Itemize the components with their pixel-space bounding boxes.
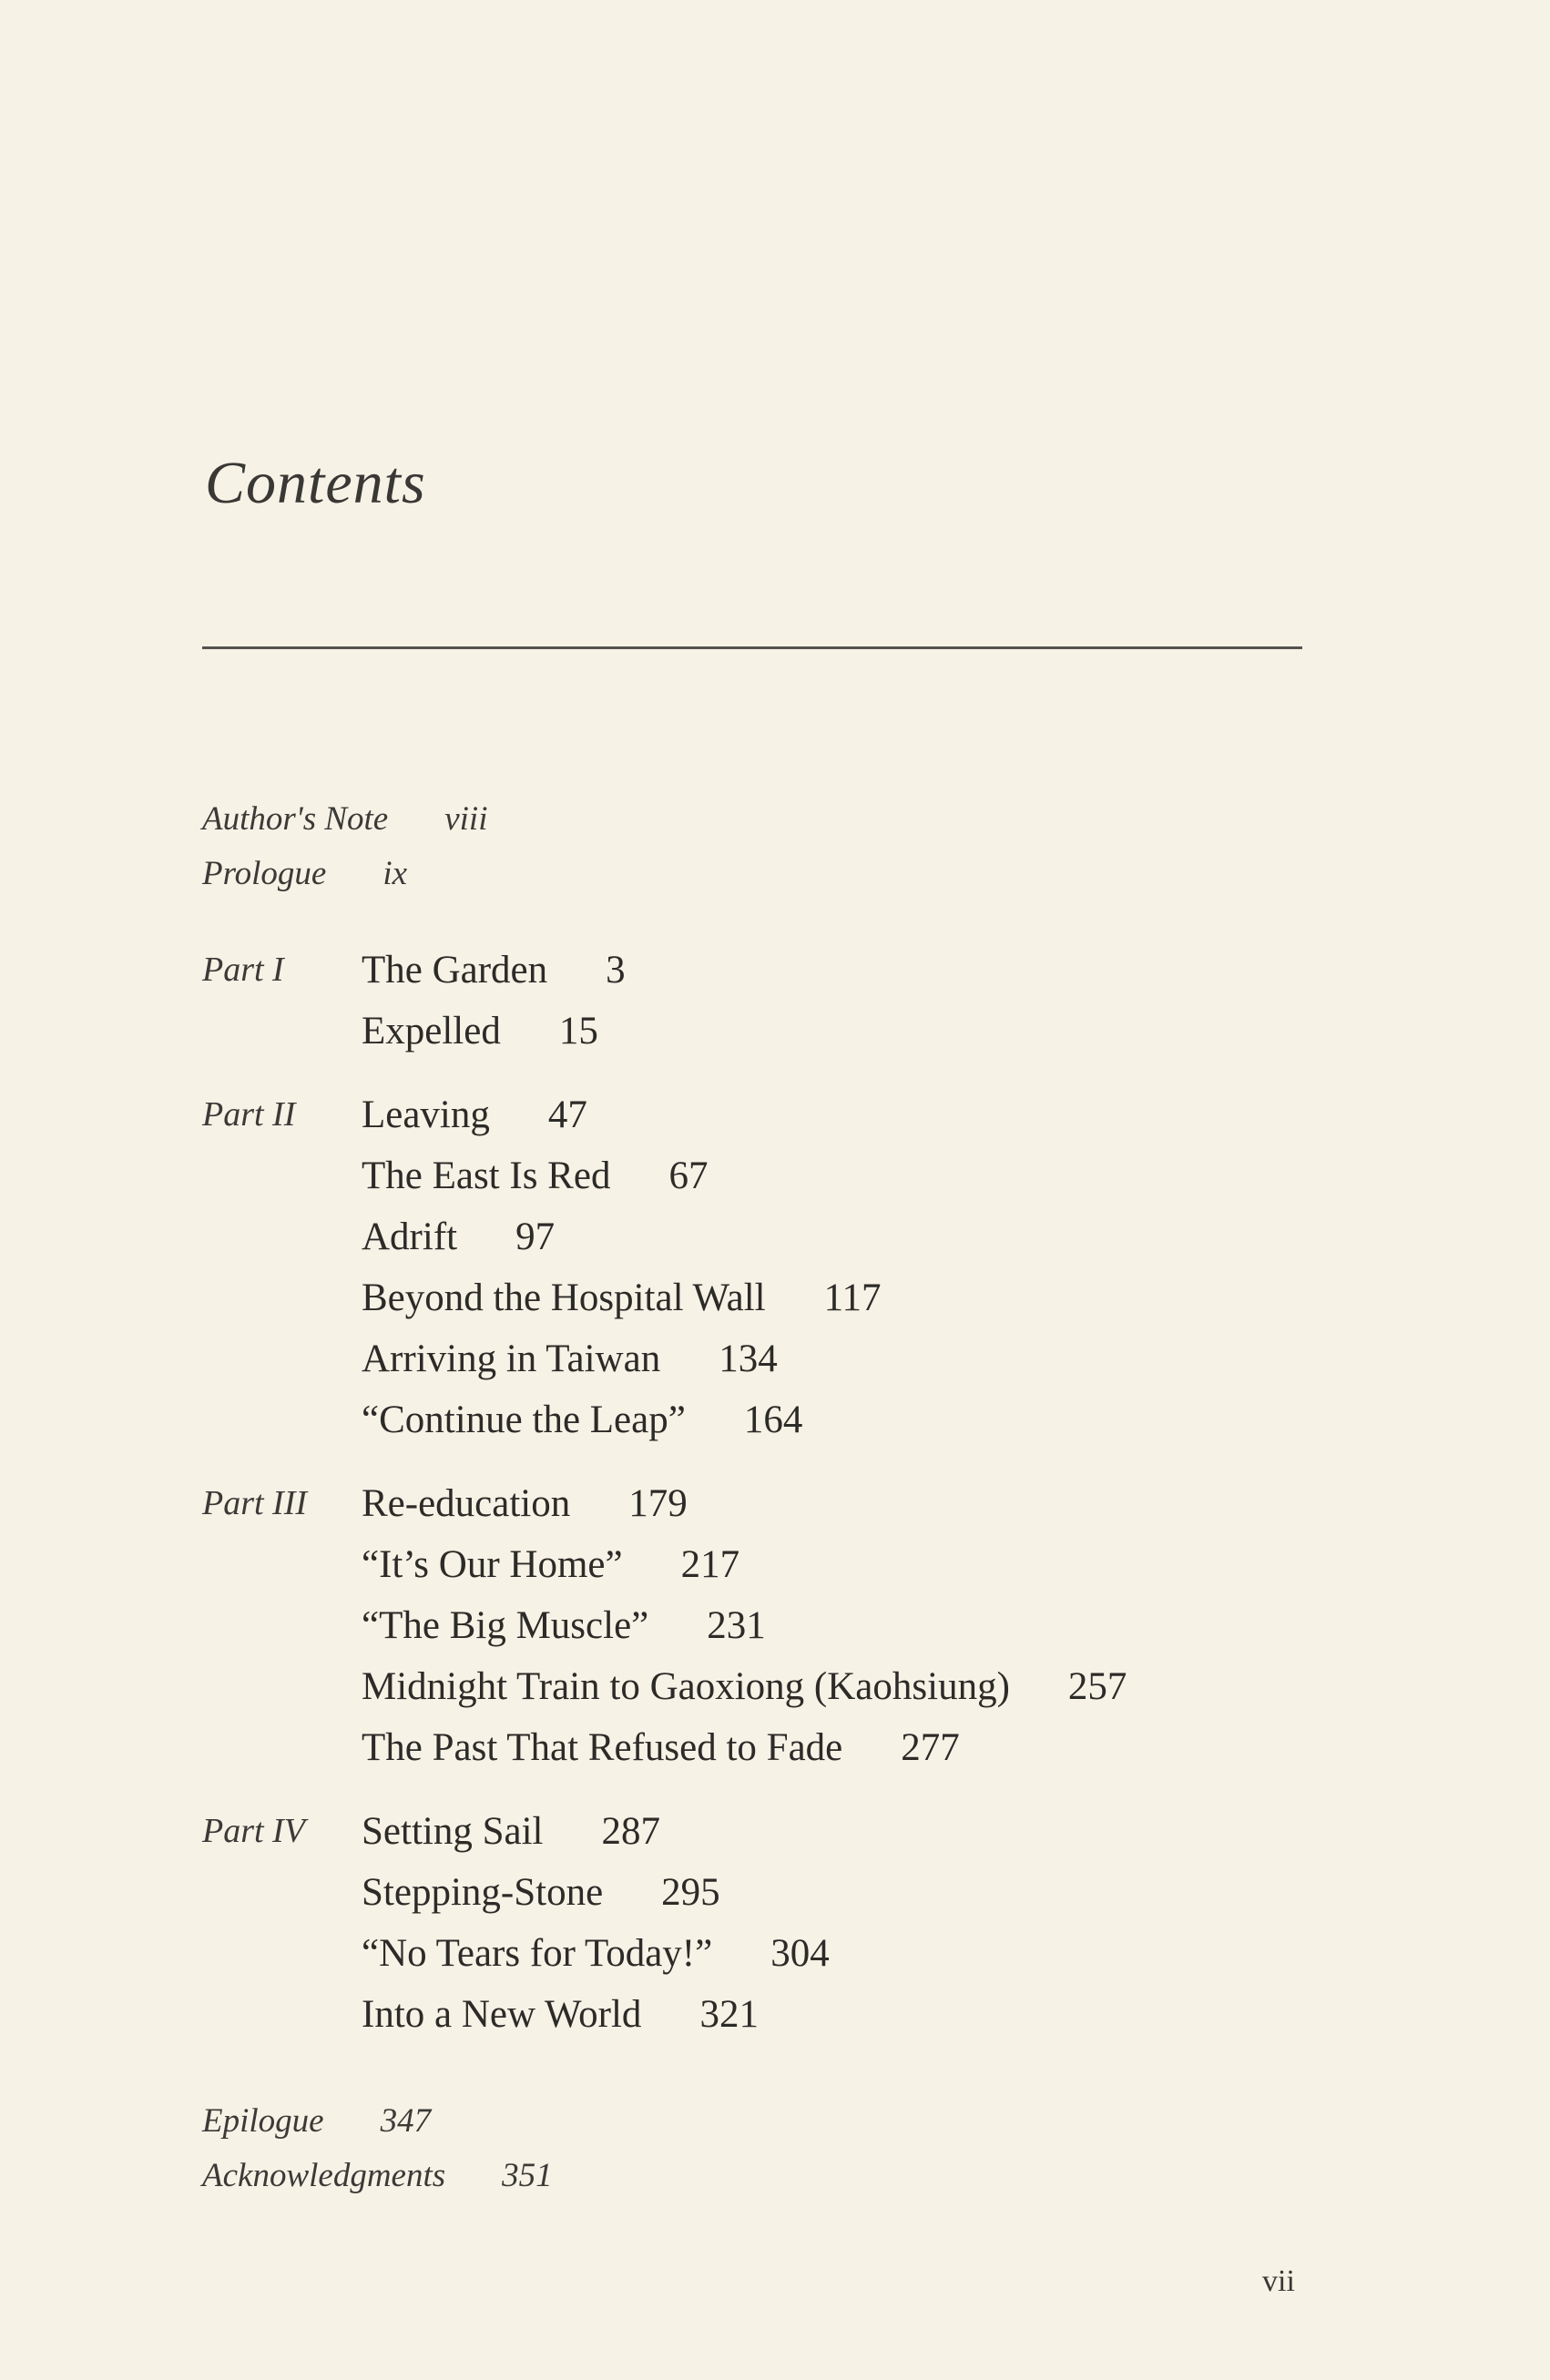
chapter-title: Arriving in Taiwan xyxy=(362,1337,661,1380)
chapter-entry xyxy=(362,1389,882,1450)
chapter-entry xyxy=(362,1267,882,1328)
chapter-title: Adrift xyxy=(362,1215,458,1258)
chapter-entry xyxy=(362,1717,1127,1778)
chapter-entry xyxy=(362,1473,1127,1534)
chapter-title: “The Big Muscle” xyxy=(362,1604,649,1647)
chapter-title: “Continue the Leap” xyxy=(362,1399,686,1441)
title-rule xyxy=(202,646,1302,649)
chapter-entry xyxy=(362,940,626,1001)
chapter-entry xyxy=(362,1084,882,1145)
entry-page: 347 xyxy=(380,2102,432,2140)
chapter-title: Midnight Train to Gaoxiong (Kaohsiung) xyxy=(362,1665,1010,1708)
entry-page: ix xyxy=(382,855,408,892)
chapter-title: Leaving xyxy=(362,1093,490,1136)
chapter-page: 97 xyxy=(515,1215,556,1258)
chapter-entry xyxy=(362,1328,882,1389)
chapter-entry xyxy=(362,1145,882,1206)
chapter-entry xyxy=(362,1984,830,2045)
part-label: Part III xyxy=(202,1484,308,1522)
chapter-list xyxy=(362,1084,882,1450)
back-matter-item xyxy=(202,2149,553,2203)
chapter-page: 179 xyxy=(628,1482,688,1525)
chapter-page: 257 xyxy=(1067,1665,1127,1708)
chapter-title: The Garden xyxy=(362,949,548,992)
chapter-page: 15 xyxy=(558,1010,598,1053)
chapter-page: 277 xyxy=(901,1726,960,1769)
chapter-title: Expelled xyxy=(362,1010,501,1053)
entry-page: 351 xyxy=(502,2157,553,2194)
chapter-list xyxy=(362,1473,1127,1778)
entry-label: Author's Note xyxy=(202,800,389,838)
chapter-title: Stepping-Stone xyxy=(362,1871,604,1914)
chapter-page: 321 xyxy=(699,1993,759,2036)
chapter-list xyxy=(362,1801,830,2045)
chapter-page: 295 xyxy=(661,1871,720,1914)
chapter-page: 47 xyxy=(547,1093,587,1136)
chapter-entry xyxy=(362,1656,1127,1717)
chapter-title: The Past That Refused to Fade xyxy=(362,1726,843,1769)
chapter-page: 217 xyxy=(680,1543,740,1586)
chapter-page: 304 xyxy=(770,1932,830,1975)
chapter-page: 134 xyxy=(719,1337,778,1380)
chapter-title: Setting Sail xyxy=(362,1810,544,1853)
chapter-entry xyxy=(362,1801,830,1862)
chapter-title: The East Is Red xyxy=(362,1154,611,1197)
entry-page: viii xyxy=(444,800,488,838)
entry-label: Prologue xyxy=(202,855,327,892)
front-matter-item xyxy=(202,792,488,847)
chapter-page: 231 xyxy=(707,1604,766,1647)
chapter-title: “It’s Our Home” xyxy=(362,1543,623,1586)
page-title: Contents xyxy=(205,450,426,516)
chapter-page: 117 xyxy=(823,1276,882,1319)
part-label: Part IV xyxy=(202,1812,305,1850)
chapter-title: “No Tears for Today!” xyxy=(362,1932,713,1975)
chapter-title: Beyond the Hospital Wall xyxy=(362,1276,766,1319)
chapter-page: 3 xyxy=(606,949,626,992)
chapter-list xyxy=(362,940,626,1062)
chapter-page: 67 xyxy=(668,1154,709,1197)
chapter-entry xyxy=(362,1001,626,1062)
entry-label: Epilogue xyxy=(202,2102,324,2140)
part-label: Part I xyxy=(202,951,284,989)
chapter-page: 287 xyxy=(601,1810,660,1853)
chapter-entry xyxy=(362,1862,830,1923)
chapter-entry xyxy=(362,1206,882,1267)
chapter-entry xyxy=(362,1534,1127,1595)
page-number: vii xyxy=(1262,2264,1295,2298)
front-matter-item xyxy=(202,847,488,901)
front-matter-list xyxy=(202,792,488,901)
chapter-page: 164 xyxy=(743,1399,803,1441)
chapter-title: Into a New World xyxy=(362,1993,642,2036)
chapter-entry xyxy=(362,1595,1127,1656)
back-matter-list xyxy=(202,2094,553,2203)
part-label: Part II xyxy=(202,1095,296,1134)
back-matter-item xyxy=(202,2094,553,2149)
chapter-entry xyxy=(362,1923,830,1984)
chapter-title: Re-education xyxy=(362,1482,571,1525)
entry-label: Acknowledgments xyxy=(202,2157,446,2194)
